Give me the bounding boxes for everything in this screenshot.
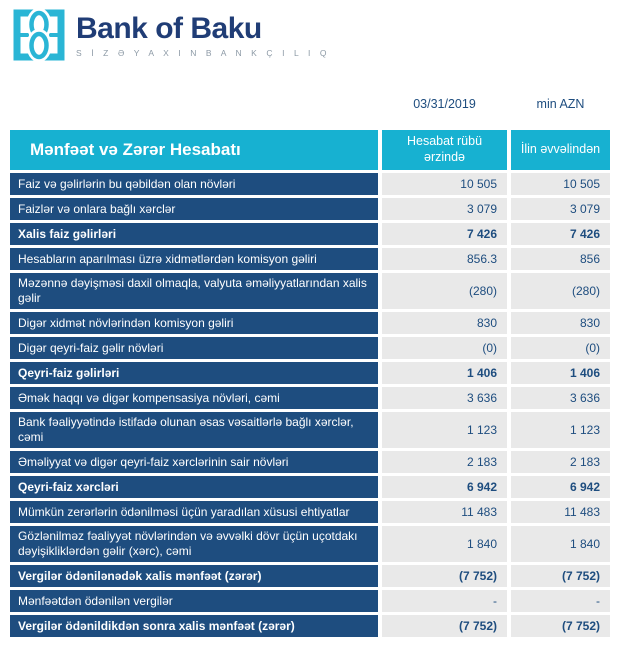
row-value-quarter: (280) — [382, 273, 507, 309]
column-header-ytd: İlin əvvəlindən — [511, 130, 610, 170]
row-label: Gözlənilməz fəaliyyət növlərindən və əvvəlki dövr üçün uçotdakı dəyişikliklərdən gəlir (xərc), cəmi — [10, 526, 378, 562]
table-row — [10, 526, 610, 562]
row-label: Faiz və gəlirlərin bu qəbildən olan növləri — [10, 173, 378, 195]
row-value-ytd: (0) — [511, 337, 610, 359]
bank-logo-chain-icon — [12, 8, 66, 67]
row-label: Faizlər və onlara bağlı xərclər — [10, 198, 378, 220]
row-value-quarter: 1 123 — [382, 412, 507, 448]
row-label: Əmək haqqı və digər kompensasiya növləri, cəmi — [10, 387, 378, 409]
pl-table — [10, 130, 610, 637]
row-value-ytd: - — [511, 590, 610, 612]
column-header-quarter: Hesabat rübü ərzində — [382, 130, 507, 170]
row-value-quarter: 6 942 — [382, 476, 507, 498]
table-row — [10, 223, 610, 245]
row-value-quarter: 7 426 — [382, 223, 507, 245]
row-value-ytd: 830 — [511, 312, 610, 334]
table-row — [10, 476, 610, 498]
brand-tagline: S İ Z Ə Y A X I N B A N K Ç I L I Q — [76, 48, 331, 58]
row-value-quarter: 2 183 — [382, 451, 507, 473]
table-row — [10, 387, 610, 409]
row-value-ytd: 7 426 — [511, 223, 610, 245]
row-value-quarter: - — [382, 590, 507, 612]
row-value-ytd: 6 942 — [511, 476, 610, 498]
row-value-ytd: 3 636 — [511, 387, 610, 409]
row-label: Əməliyyat və digər qeyri-faiz xərclərinin sair növləri — [10, 451, 378, 473]
row-value-quarter: (7 752) — [382, 565, 507, 587]
table-row — [10, 362, 610, 384]
report-date: 03/31/2019 — [413, 97, 476, 111]
pl-table-body — [10, 173, 610, 637]
row-value-quarter: 1 406 — [382, 362, 507, 384]
row-value-ytd: 1 840 — [511, 526, 610, 562]
row-value-quarter: 10 505 — [382, 173, 507, 195]
table-row — [10, 248, 610, 270]
row-label: Xalis faiz gəlirləri — [10, 223, 378, 245]
brand-name: Bank of Baku — [76, 12, 262, 45]
row-label: Qeyri-faiz xərcləri — [10, 476, 378, 498]
table-row — [10, 312, 610, 334]
row-value-ytd: 3 079 — [511, 198, 610, 220]
row-label: Digər qeyri-faiz gəlir növləri — [10, 337, 378, 359]
table-row — [10, 451, 610, 473]
row-value-ytd: 1 123 — [511, 412, 610, 448]
row-value-ytd: 11 483 — [511, 501, 610, 523]
row-value-ytd: (280) — [511, 273, 610, 309]
row-value-quarter: 1 840 — [382, 526, 507, 562]
table-row — [10, 337, 610, 359]
row-value-quarter: 3 636 — [382, 387, 507, 409]
row-value-quarter: 830 — [382, 312, 507, 334]
row-value-quarter: (0) — [382, 337, 507, 359]
table-row — [10, 615, 610, 637]
table-row — [10, 412, 610, 448]
table-row — [10, 501, 610, 523]
table-row — [10, 273, 610, 309]
row-value-ytd: (7 752) — [511, 565, 610, 587]
pl-table-header — [10, 130, 610, 170]
row-value-ytd: (7 752) — [511, 615, 610, 637]
table-row — [10, 198, 610, 220]
row-label: Məzənnə dəyişməsi daxil olmaqla, valyuta əməliyyatlarından xalis gəlir — [10, 273, 378, 309]
table-row — [10, 590, 610, 612]
table-row — [10, 173, 610, 195]
row-label: Hesabların aparılması üzrə xidmətlərdən komisyon gəliri — [10, 248, 378, 270]
row-value-quarter: (7 752) — [382, 615, 507, 637]
page — [10, 0, 610, 637]
row-value-ytd: 1 406 — [511, 362, 610, 384]
row-value-ytd: 856 — [511, 248, 610, 270]
brand-header — [10, 0, 610, 80]
report-meta-row — [10, 94, 610, 114]
row-value-ytd: 2 183 — [511, 451, 610, 473]
row-label: Bank fəaliyyətində istifadə olunan əsas vəsaitlərlə bağlı xərclər, cəmi — [10, 412, 378, 448]
row-label: Qeyri-faiz gəlirləri — [10, 362, 378, 384]
row-value-ytd: 10 505 — [511, 173, 610, 195]
row-label: Digər xidmət növlərindən komisyon gəliri — [10, 312, 378, 334]
row-label: Mümkün zerərlərin ödənilməsi üçün yaradılan xüsusi ehtiyatlar — [10, 501, 378, 523]
brand-text — [76, 6, 330, 58]
table-row — [10, 565, 610, 587]
row-label: Mənfəətdən ödənilən vergilər — [10, 590, 378, 612]
row-label: Vergilər ödənilənədək xalis mənfəət (zərər) — [10, 565, 378, 587]
row-label: Vergilər ödənildikdən sonra xalis mənfəət (zərər) — [10, 615, 378, 637]
table-title: Mənfəət və Zərər Hesabatı — [10, 130, 378, 170]
row-value-quarter: 3 079 — [382, 198, 507, 220]
row-value-quarter: 856.3 — [382, 248, 507, 270]
report-unit: min AZN — [536, 97, 585, 111]
row-value-quarter: 11 483 — [382, 501, 507, 523]
